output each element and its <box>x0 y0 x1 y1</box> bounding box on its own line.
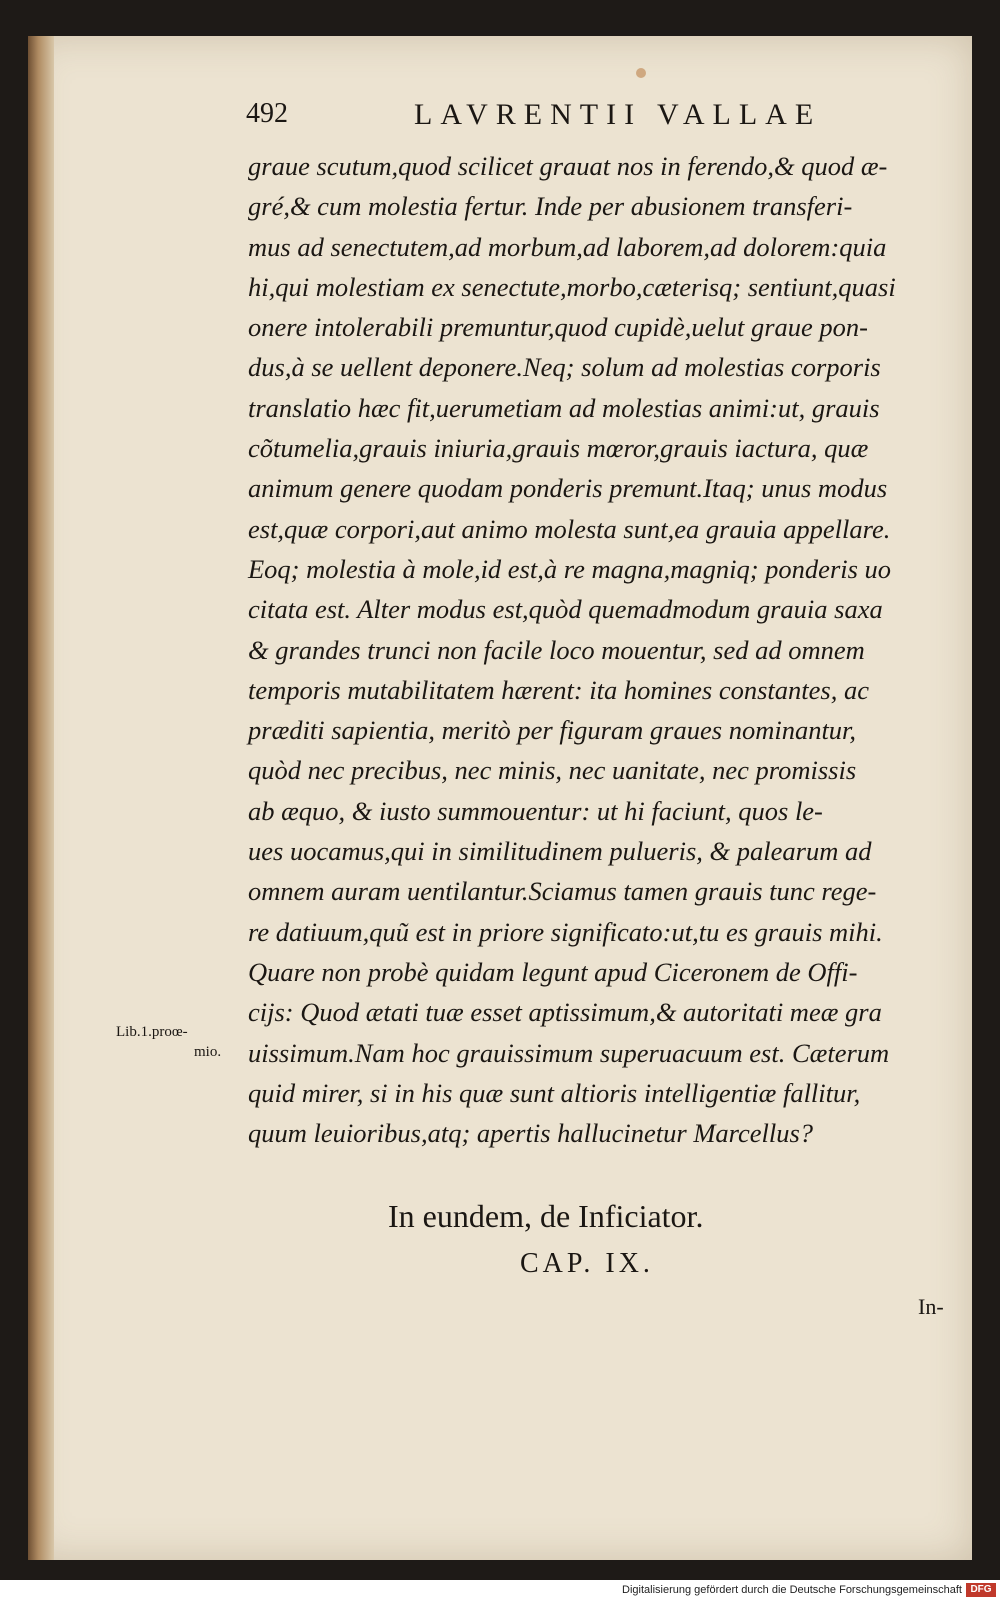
running-head <box>246 98 832 138</box>
text-line: re datiuum,quũ est in priore significato:ut,tu es grauis mihi. <box>248 916 883 947</box>
page-number: 492 <box>246 98 288 129</box>
text-line: gré,& cum molestia fertur. Inde per abusionem transferi- <box>248 191 853 222</box>
margin-note-line: mio. <box>194 1044 222 1060</box>
catchword: In- <box>918 1294 944 1319</box>
text-line: animum genere quodam ponderis premunt.Itaq; unus modus <box>248 473 888 504</box>
text-line: cõtumelia,grauis iniuria,grauis mœror,grauis iactura, quæ <box>248 433 869 464</box>
text-line: ab æquo, & iusto summouentur: ut hi faciunt, quos le- <box>248 795 823 826</box>
text-line: Quare non probè quidam legunt apud Ciceronem de Offi- <box>248 956 858 987</box>
text-line: uissimum.Nam hoc grauissimum superuacuum est. Cæterum <box>248 1037 890 1068</box>
body-text <box>248 146 956 1153</box>
text-line: cijs: Quod ætati tuæ esset aptissimum,& autoritati meæ gra <box>248 997 882 1028</box>
text-line: omnem auram uentilantur.Sciamus tamen grauis tunc rege- <box>248 876 877 907</box>
text-line: dus,à se uellent deponere.Neq; solum ad molestias corporis <box>248 352 881 383</box>
paper-stain <box>636 68 646 78</box>
chapter-heading: In eundem, de Inficiator. <box>388 1198 704 1234</box>
text-line: præditi sapientia, meritò per figuram graues nominantur, <box>248 715 857 746</box>
digitization-credit: Digitalisierung gefördert durch die Deutsche Forschungsgemeinschaft <box>622 1584 962 1596</box>
page-edge-shadow <box>28 36 54 1560</box>
text-line: citata est. Alter modus est,quòd quemadmodum grauia saxa <box>248 594 883 625</box>
text-line: graue scutum,quod scilicet grauat nos in ferendo,& quod æ- <box>248 151 888 181</box>
text-line: & grandes trunci non facile loco mouentur, sed ad omnem <box>248 634 865 665</box>
text-line: translatio hæc fit,uerumetiam ad molestias animi:ut, grauis <box>248 392 880 423</box>
text-line: hi,qui molestiam ex senectute,morbo,cæterisq; sentiunt,quasi <box>248 271 896 302</box>
text-line: temporis mutabilitatem hærent: ita homines constantes, ac <box>248 674 869 705</box>
running-title: LAVRENTII VALLAE <box>414 98 822 131</box>
text-line: quòd nec precibus, nec minis, nec uanitate, nec promissis <box>248 755 857 786</box>
text-line: quid mirer, si in his quæ sunt altioris intelligentiæ fallitur, <box>248 1077 861 1108</box>
text-line: ues uocamus,qui in similitudinem pulueris, & palearum ad <box>248 836 872 867</box>
text-line: quum leuioribus,atq; apertis hallucinetur Marcellus? <box>248 1118 814 1149</box>
text-line: onere intolerabili premuntur,quod cupidè,uelut graue pon- <box>248 312 868 343</box>
margin-note <box>116 1022 246 1062</box>
text-line: Eoq; molestia à mole,id est,à re magna,magniq; ponderis uo <box>248 553 892 584</box>
chapter-number: CAP. IX. <box>520 1248 654 1279</box>
dfg-logo: DFG <box>966 1583 996 1597</box>
text-line: est,quæ corpori,aut animo molesta sunt,ea grauia appellare. <box>248 513 891 544</box>
margin-note-line: Lib.1.proœ- <box>116 1024 188 1040</box>
text-line: mus ad senectutem,ad morbum,ad laborem,ad dolorem:quia <box>248 231 887 262</box>
